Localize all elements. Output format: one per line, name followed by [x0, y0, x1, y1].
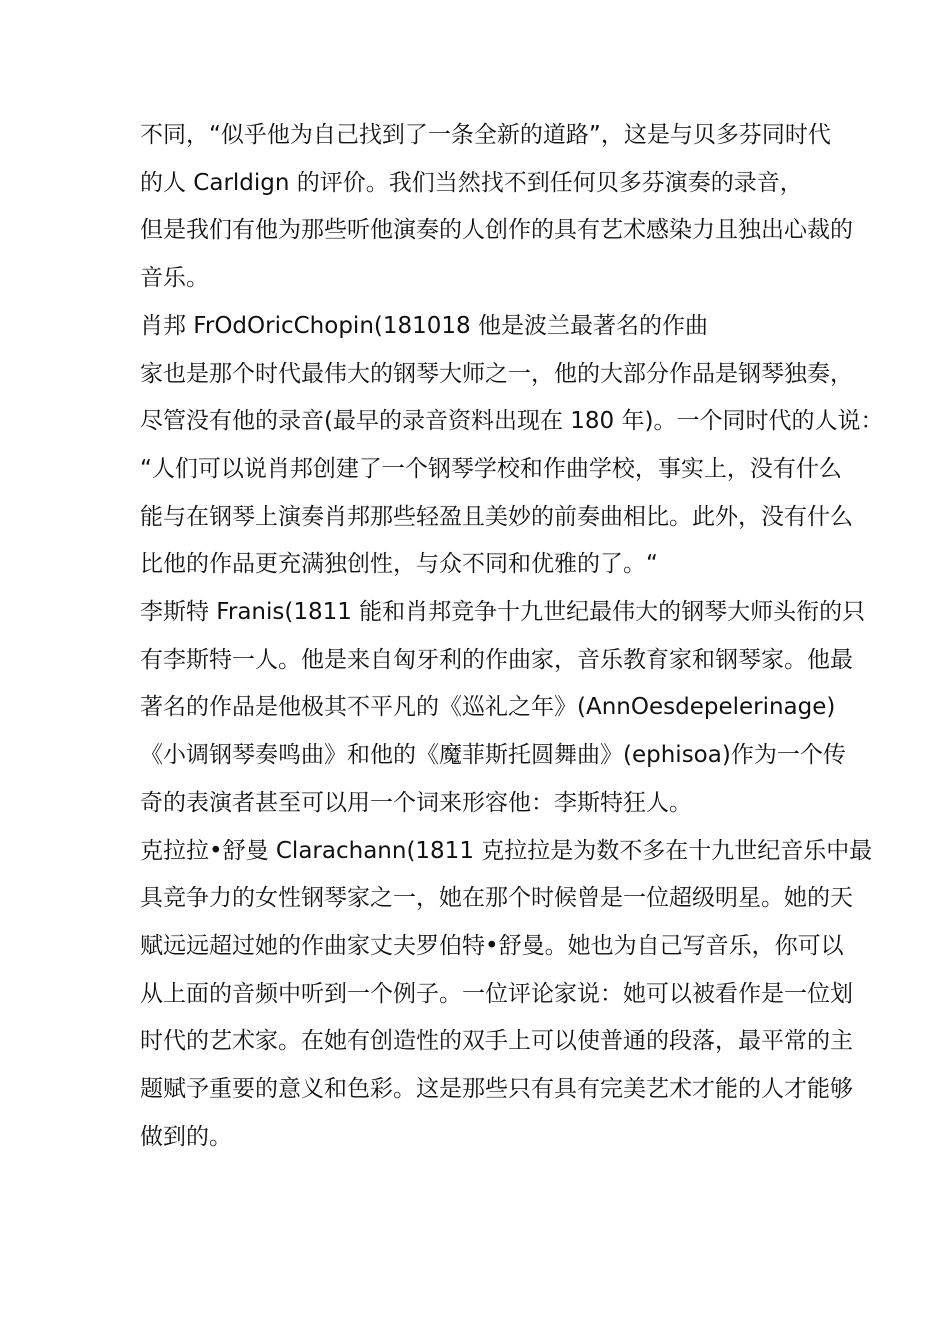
- text-line: “人们可以说肖邦创建了一个钢琴学校和作曲学校，事实上，没有什么: [140, 455, 842, 482]
- text-line: 肖邦 FrOdOricChopin(181018 他是波兰最著名的作曲: [140, 312, 708, 339]
- body-text: [140, 112, 940, 1161]
- text-line: 尽管没有他的录音(最早的录音资料出现在 180 年)。一个同时代的人说：: [140, 408, 884, 435]
- text-line: 音乐。: [140, 265, 209, 292]
- text-line: 具竞争力的女性钢琴家之一，她在那个时候曾是一位超级明星。她的天: [140, 885, 853, 912]
- text-line: 从上面的音频中听到一个例子。一位评论家说：她可以被看作是一位划: [140, 980, 853, 1007]
- text-line: 奇的表演者甚至可以用一个词来形容他：李斯特狂人。: [140, 789, 692, 816]
- text-line: 克拉拉•舒曼 Clarachann(1811 克拉拉是为数不多在十九世纪音乐中最: [140, 837, 873, 864]
- text-line: 赋远远超过她的作曲家丈夫罗伯特•舒曼。她也为自己写音乐，你可以: [140, 932, 844, 959]
- text-line: 做到的。: [140, 1123, 232, 1150]
- text-line: 比他的作品更充满独创性，与众不同和优雅的了。“: [140, 551, 658, 578]
- text-line: 但是我们有他为那些听他演奏的人创作的具有艺术感染力且独出心裁的: [140, 217, 853, 244]
- text-line: 能与在钢琴上演奏肖邦那些轻盈且美妙的前奏曲相比。此外，没有什么: [140, 503, 853, 530]
- text-line: 不同，“似乎他为自己找到了一条全新的道路”，这是与贝多芬同时代: [140, 122, 831, 148]
- text-line: 家也是那个时代最伟大的钢琴大师之一，他的大部分作品是钢琴独奏，: [140, 360, 853, 387]
- text-line: 题赋予重要的意义和色彩。这是那些只有具有完美艺术才能的人才能够: [140, 1076, 853, 1103]
- text-line: 《小调钢琴奏鸣曲》和他的《魔菲斯托圆舞曲》(ephisoa)作为一个传: [140, 742, 846, 769]
- text-line: 有李斯特一人。他是来自匈牙利的作曲家，音乐教育家和钢琴家。他最: [140, 646, 853, 673]
- text-line: 的人 Carldign 的评价。我们当然找不到任何贝多芬演奏的录音，: [140, 169, 803, 196]
- text-line: 著名的作品是他极其不平凡的《巡礼之年》(AnnOesdepelerinage): [140, 694, 836, 721]
- text-line: 李斯特 Franis(1811 能和肖邦竞争十九世纪最伟大的钢琴大师头衔的只: [140, 599, 866, 626]
- text-line: 时代的艺术家。在她有创造性的双手上可以使普通的段落，最平常的主: [140, 1028, 853, 1055]
